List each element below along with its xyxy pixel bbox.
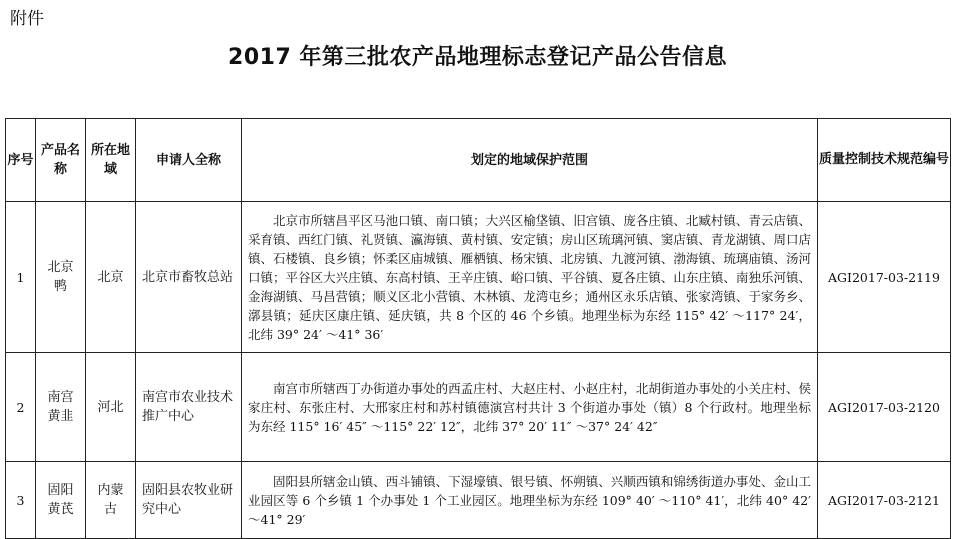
table-row bbox=[6, 462, 951, 539]
table-row bbox=[6, 202, 951, 353]
table-header-row bbox=[6, 119, 951, 202]
row-no: 1 bbox=[6, 202, 36, 353]
header-area: 划定的地域保护范围 bbox=[242, 119, 818, 202]
row-product: 北京鸭 bbox=[36, 202, 86, 353]
row-product: 固阳黄芪 bbox=[36, 462, 86, 539]
header-applicant: 申请人全称 bbox=[136, 119, 242, 202]
row-area: 固阳县所辖金山镇、西斗铺镇、下湿壕镇、银号镇、怀朔镇、兴顺西镇和锦绣街道办事处、金山工业园区等 6 个乡镇 1 个办事处 1 个工业园区。地理坐标为东经 109° 40′ ～110° 41′，北纬 40° 42′ ～41° 29′ bbox=[242, 462, 818, 539]
row-area: 南宫市所辖西丁办街道办事处的西孟庄村、大赵庄村、小赵庄村，北胡街道办事处的小关庄村、侯家庄村、东张庄村、大邢家庄村和苏村镇德演宫村共计 3 个街道办事处（镇）8 个行政村。地理坐标为东经 115° 16′ 45″ ～115° 22′ 12″，北纬 37° 20′ 11″ ～37° 24′ 42″ bbox=[242, 353, 818, 462]
row-applicant: 固阳县农牧业研究中心 bbox=[136, 462, 242, 539]
row-area: 北京市所辖昌平区马池口镇、南口镇；大兴区榆垡镇、旧宫镇、庞各庄镇、北臧村镇、青云店镇、采育镇、西红门镇、礼贤镇、瀛海镇、黄村镇、安定镇；房山区琉璃河镇、窦店镇、青龙湖镇、周口店镇、石楼镇、良乡镇；怀柔区庙城镇、雁栖镇、杨宋镇、北房镇、九渡河镇、渤海镇、琉璃庙镇、汤河口镇；平谷区大兴庄镇、东高村镇、王辛庄镇、峪口镇、平谷镇、夏各庄镇、山东庄镇、南独乐河镇、金海湖镇、马昌营镇；顺义区北小营镇、木林镇、龙湾屯乡；通州区永乐店镇、张家湾镇、于家务乡、漷县镇；延庆区康庄镇、延庆镇，共 8 个区的 46 个乡镇。地理坐标为东经 115° 42′ ～117° 24′，北纬 39° 24′ ～41° 36′ bbox=[242, 202, 818, 353]
header-standard: 质量控制技术规范编号 bbox=[818, 119, 951, 202]
row-code: AGI2017-03-2121 bbox=[818, 462, 951, 539]
row-applicant: 北京市畜牧总站 bbox=[136, 202, 242, 353]
row-region: 内蒙古 bbox=[86, 462, 136, 539]
row-product: 南宫黄韭 bbox=[36, 353, 86, 462]
row-applicant: 南宫市农业技术推广中心 bbox=[136, 353, 242, 462]
annex-label: 附件 bbox=[10, 9, 44, 29]
row-no: 2 bbox=[6, 353, 36, 462]
row-code: AGI2017-03-2120 bbox=[818, 353, 951, 462]
row-region: 北京 bbox=[86, 202, 136, 353]
table-row bbox=[6, 353, 951, 462]
row-code: AGI2017-03-2119 bbox=[818, 202, 951, 353]
page-title: 2017 年第三批农产品地理标志登记产品公告信息 bbox=[228, 45, 727, 70]
header-region: 所在地域 bbox=[86, 119, 136, 202]
announcement-table bbox=[5, 118, 951, 539]
header-no: 序号 bbox=[6, 119, 36, 202]
row-region: 河北 bbox=[86, 353, 136, 462]
row-no: 3 bbox=[6, 462, 36, 539]
header-product: 产品名称 bbox=[36, 119, 86, 202]
